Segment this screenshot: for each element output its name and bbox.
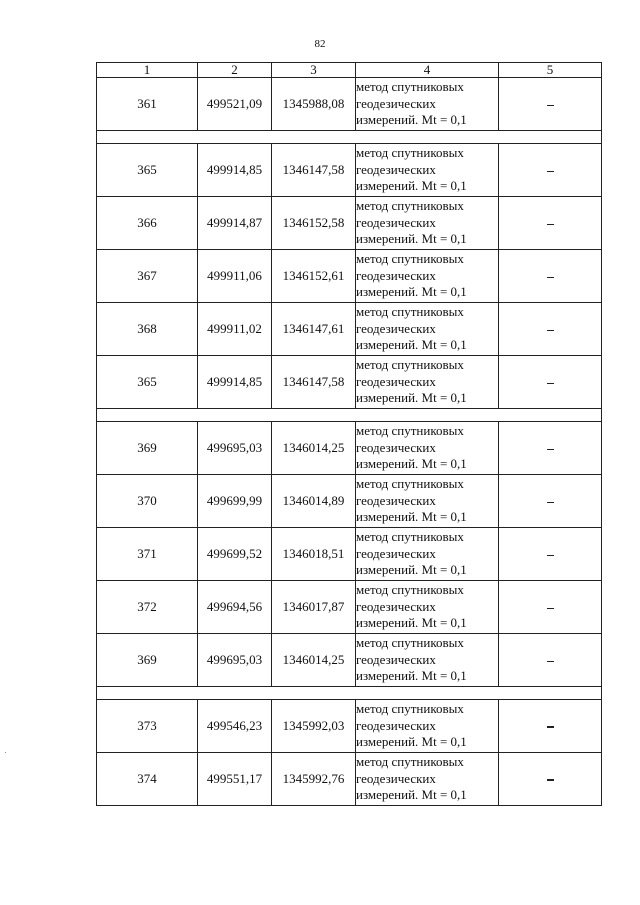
method-cell xyxy=(356,700,499,753)
table-row xyxy=(97,197,602,250)
method-line: метод спутниковых xyxy=(356,79,464,95)
separator-cell xyxy=(97,131,602,144)
method-line: метод спутниковых xyxy=(356,198,464,214)
method-line: геодезических xyxy=(356,95,436,111)
method-cell xyxy=(356,422,499,475)
x-coordinate-cell: 499911,06 xyxy=(198,250,272,303)
point-number-cell: 371 xyxy=(97,528,198,581)
method-line: измерений. Mt = 0,1 xyxy=(356,231,467,247)
dash-mark xyxy=(547,726,554,728)
separator-row xyxy=(97,131,602,144)
method-line: измерений. Mt = 0,1 xyxy=(356,615,467,631)
method-line: геодезических xyxy=(356,651,436,667)
method-line: измерений. Mt = 0,1 xyxy=(356,337,467,353)
y-coordinate-cell: 1346017,87 xyxy=(272,581,356,634)
method-line: геодезических xyxy=(356,267,436,283)
x-coordinate-cell: 499699,99 xyxy=(198,475,272,528)
table-row xyxy=(97,634,602,687)
method-cell xyxy=(356,144,499,197)
separator-cell xyxy=(97,409,602,422)
table-row xyxy=(97,144,602,197)
table-body xyxy=(97,78,602,806)
method-cell xyxy=(356,303,499,356)
point-number-cell: 365 xyxy=(97,356,198,409)
separator-cell xyxy=(97,687,602,700)
method-line: геодезических xyxy=(356,598,436,614)
description-cell xyxy=(499,250,602,303)
header-row xyxy=(97,63,602,78)
column-header: 3 xyxy=(272,63,356,78)
method-cell xyxy=(356,581,499,634)
x-coordinate-cell: 499695,03 xyxy=(198,634,272,687)
column-header: 4 xyxy=(356,63,499,78)
dash-mark xyxy=(547,661,554,662)
dash-mark xyxy=(547,105,554,106)
method-line: метод спутниковых xyxy=(356,423,464,439)
method-line: измерений. Mt = 0,1 xyxy=(356,787,467,803)
method-line: метод спутниковых xyxy=(356,304,464,320)
dash-mark xyxy=(547,277,554,278)
method-line: геодезических xyxy=(356,439,436,455)
method-cell xyxy=(356,356,499,409)
method-cell xyxy=(356,753,499,806)
y-coordinate-cell: 1346018,51 xyxy=(272,528,356,581)
table-row xyxy=(97,303,602,356)
dash-mark xyxy=(547,383,554,384)
description-cell xyxy=(499,700,602,753)
table-row xyxy=(97,78,602,131)
y-coordinate-cell: 1345992,03 xyxy=(272,700,356,753)
method-line: геодезических xyxy=(356,161,436,177)
description-cell xyxy=(499,422,602,475)
x-coordinate-cell: 499914,85 xyxy=(198,356,272,409)
method-line: геодезических xyxy=(356,717,436,733)
method-cell xyxy=(356,475,499,528)
column-header: 2 xyxy=(198,63,272,78)
y-coordinate-cell: 1346147,58 xyxy=(272,144,356,197)
description-cell xyxy=(499,634,602,687)
method-line: измерений. Mt = 0,1 xyxy=(356,509,467,525)
point-number-cell: 369 xyxy=(97,422,198,475)
y-coordinate-cell: 1346147,61 xyxy=(272,303,356,356)
method-line: метод спутниковых xyxy=(356,635,464,651)
x-coordinate-cell: 499521,09 xyxy=(198,78,272,131)
table-row xyxy=(97,475,602,528)
y-coordinate-cell: 1345992,76 xyxy=(272,753,356,806)
method-line: метод спутниковых xyxy=(356,145,464,161)
point-number-cell: 372 xyxy=(97,581,198,634)
description-cell xyxy=(499,581,602,634)
dash-mark xyxy=(547,330,554,331)
method-line: метод спутниковых xyxy=(356,251,464,267)
method-line: измерений. Mt = 0,1 xyxy=(356,668,467,684)
method-line: геодезических xyxy=(356,320,436,336)
method-line: измерений. Mt = 0,1 xyxy=(356,734,467,750)
x-coordinate-cell: 499551,17 xyxy=(198,753,272,806)
method-cell xyxy=(356,197,499,250)
dash-mark xyxy=(547,224,554,225)
dash-mark xyxy=(547,449,554,450)
point-number-cell: 367 xyxy=(97,250,198,303)
method-cell xyxy=(356,634,499,687)
method-line: метод спутниковых xyxy=(356,754,464,770)
method-line: измерений. Mt = 0,1 xyxy=(356,112,467,128)
method-line: геодезических xyxy=(356,214,436,230)
point-number-cell: 368 xyxy=(97,303,198,356)
dash-mark xyxy=(547,171,554,172)
method-line: геодезических xyxy=(356,545,436,561)
y-coordinate-cell: 1346147,58 xyxy=(272,356,356,409)
point-number-cell: 361 xyxy=(97,78,198,131)
method-line: метод спутниковых xyxy=(356,357,464,373)
description-cell xyxy=(499,475,602,528)
method-line: измерений. Mt = 0,1 xyxy=(356,562,467,578)
x-coordinate-cell: 499914,87 xyxy=(198,197,272,250)
column-header: 5 xyxy=(499,63,602,78)
y-coordinate-cell: 1346152,61 xyxy=(272,250,356,303)
method-line: геодезических xyxy=(356,770,436,786)
method-cell xyxy=(356,250,499,303)
method-line: метод спутниковых xyxy=(356,582,464,598)
column-header: 1 xyxy=(97,63,198,78)
point-number-cell: 369 xyxy=(97,634,198,687)
dash-mark xyxy=(547,608,554,609)
method-line: измерений. Mt = 0,1 xyxy=(356,284,467,300)
point-number-cell: 370 xyxy=(97,475,198,528)
separator-row xyxy=(97,409,602,422)
method-line: измерений. Mt = 0,1 xyxy=(356,456,467,472)
x-coordinate-cell: 499546,23 xyxy=(198,700,272,753)
y-coordinate-cell: 1346014,25 xyxy=(272,422,356,475)
point-number-cell: 374 xyxy=(97,753,198,806)
x-coordinate-cell: 499914,85 xyxy=(198,144,272,197)
x-coordinate-cell: 499699,52 xyxy=(198,528,272,581)
y-coordinate-cell: 1346014,25 xyxy=(272,634,356,687)
table-row xyxy=(97,581,602,634)
table-row xyxy=(97,422,602,475)
table-row xyxy=(97,700,602,753)
method-line: измерений. Mt = 0,1 xyxy=(356,178,467,194)
method-line: метод спутниковых xyxy=(356,476,464,492)
description-cell xyxy=(499,753,602,806)
x-coordinate-cell: 499695,03 xyxy=(198,422,272,475)
point-number-cell: 365 xyxy=(97,144,198,197)
dash-mark xyxy=(547,779,554,781)
description-cell xyxy=(499,144,602,197)
method-line: геодезических xyxy=(356,492,436,508)
description-cell xyxy=(499,78,602,131)
x-coordinate-cell: 499694,56 xyxy=(198,581,272,634)
description-cell xyxy=(499,356,602,409)
scan-speck xyxy=(5,752,6,753)
table-row xyxy=(97,356,602,409)
y-coordinate-cell: 1346152,58 xyxy=(272,197,356,250)
table-row xyxy=(97,528,602,581)
dash-mark xyxy=(547,555,554,556)
separator-row xyxy=(97,687,602,700)
description-cell xyxy=(499,197,602,250)
point-number-cell: 373 xyxy=(97,700,198,753)
description-cell xyxy=(499,303,602,356)
coordinates-table xyxy=(96,62,602,806)
dash-mark xyxy=(547,502,554,503)
page-number: 82 xyxy=(314,38,326,50)
method-cell xyxy=(356,78,499,131)
table-row xyxy=(97,250,602,303)
method-cell xyxy=(356,528,499,581)
method-line: геодезических xyxy=(356,373,436,389)
x-coordinate-cell: 499911,02 xyxy=(198,303,272,356)
y-coordinate-cell: 1346014,89 xyxy=(272,475,356,528)
point-number-cell: 366 xyxy=(97,197,198,250)
method-line: измерений. Mt = 0,1 xyxy=(356,390,467,406)
method-line: метод спутниковых xyxy=(356,529,464,545)
table-row xyxy=(97,753,602,806)
method-line: метод спутниковых xyxy=(356,701,464,717)
description-cell xyxy=(499,528,602,581)
y-coordinate-cell: 1345988,08 xyxy=(272,78,356,131)
